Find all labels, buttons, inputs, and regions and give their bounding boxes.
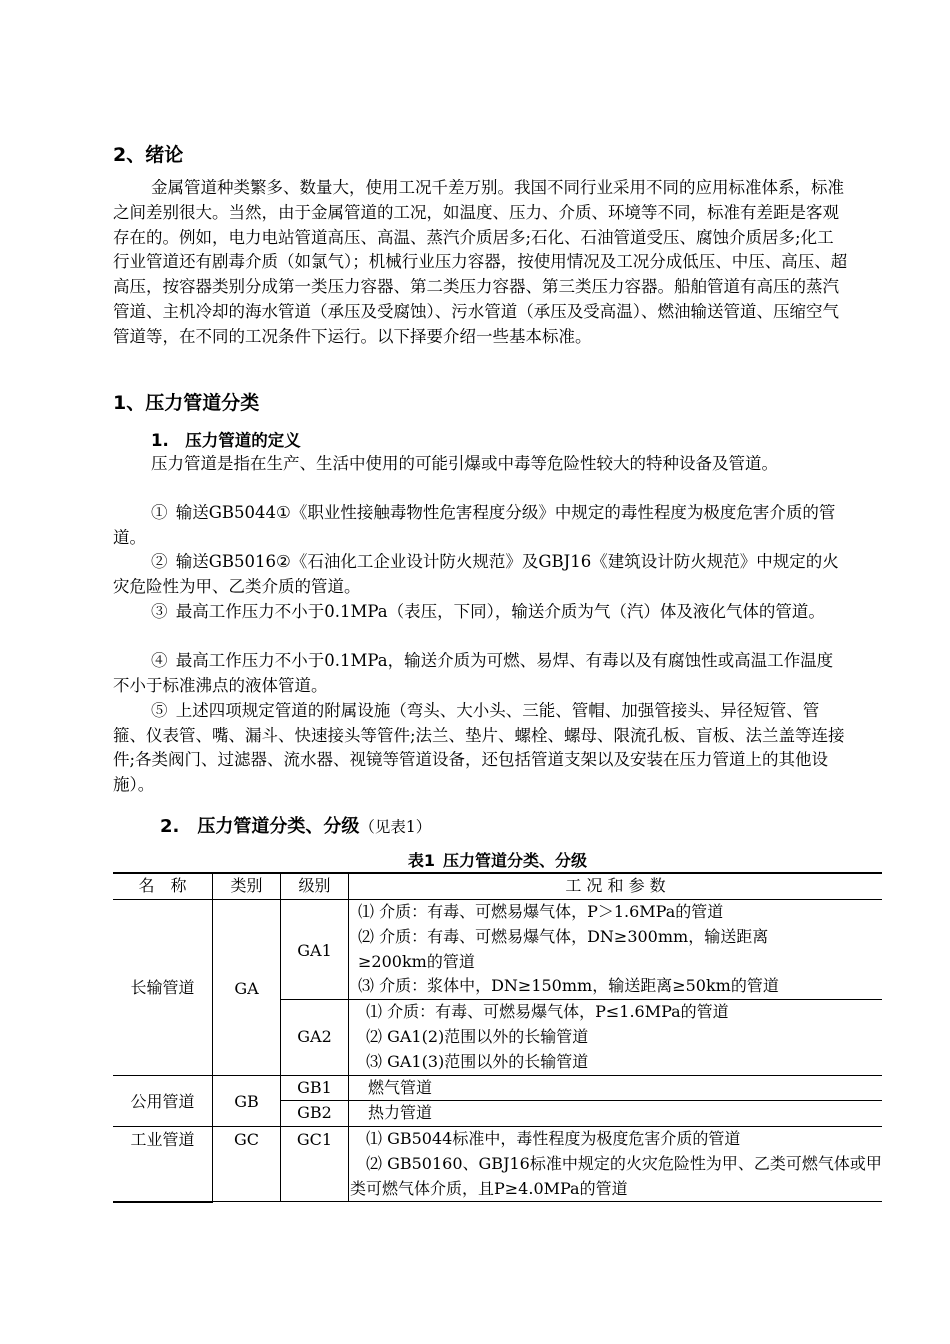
row-category-gc: GC bbox=[233, 1130, 260, 1149]
introduction-paragraph: 金属管道种类繁多、数量大，使用工况千差万别。我国不同行业采用不同的应用标准体系，标准之间差别很大。当然，由于金属管道的工况，如温度、压力、介质、环境等不同，标准有差距是客观存在的。例如，电力电站管道高压、高温、蒸汽介质居多;石化、石油管道受压、腐蚀介质居多;化工行业管道还有剧毒介质（如氯气）；机械行业压力容器，按使用情况及工况分成低压、中压、高压、超高压，按容器类别分成第一类压力容器、第二类压力容器、第三类压力容器。船舶管道有高压的蒸汽管道、主机冷却的海水管道（承压及受腐蚀）、污水管道（承压及受高温）、燃油输送管道、压缩空气管道等，在不同的工况条件下运行。以下择要介绍一些基本标准。 bbox=[113, 178, 848, 346]
table-header-conditions: 工 况 和 参 数 bbox=[565, 876, 666, 895]
table-reference-note: （见表1） bbox=[359, 818, 432, 836]
section-heading-introduction: 2、绪论 bbox=[113, 144, 184, 166]
section-heading-classification: 1、压力管道分类 bbox=[113, 392, 260, 414]
table-col-rule-3 bbox=[348, 873, 349, 1201]
table-header-grade: 级别 bbox=[298, 876, 331, 895]
row-grade-ga1: GA1 bbox=[297, 941, 332, 960]
definition-item-3: ③ 最高工作压力不小于0.1MPa（表压，下同），输送介质为气（汽）体及液化气体的管道。 bbox=[151, 602, 825, 621]
condition-gb2: 热力管道 bbox=[368, 1103, 433, 1122]
condition-ga2-1: ⑴ 介质：有毒、可燃易爆气体，P≤1.6MPa的管道 bbox=[366, 1002, 729, 1021]
condition-ga2-3: ⑶ GA1(3)范围以外的长输管道 bbox=[366, 1051, 589, 1071]
table-caption: 表1 压力管道分类、分级 bbox=[407, 851, 588, 870]
condition-gb1: 燃气管道 bbox=[368, 1078, 433, 1097]
table-header-name: 名 称 bbox=[138, 876, 187, 895]
row-name-long-distance: 长输管道 bbox=[130, 978, 195, 997]
conditions-gc1 bbox=[350, 1127, 882, 1201]
row-grade-gb1: GB1 bbox=[297, 1078, 332, 1097]
definition-item-5: ⑤ 上述四项规定管道的附属设施（弯头、大小头、三能、管帽、加强管接头、异径短管、管箍、仪表管、嘴、漏斗、快速接头等管件;法兰、垫片、螺栓、螺母、限流孔板、盲板、法兰盖等连接件;各类阀门、过滤器、流水器、视镜等管道设备，还包括管道支架以及安装在压力管道上的其他设施）。 bbox=[113, 701, 845, 794]
row-name-public: 公用管道 bbox=[130, 1092, 195, 1111]
conditions-ga1 bbox=[350, 900, 882, 999]
table-bottom-rule-left bbox=[113, 1201, 213, 1203]
condition-ga1-2: ⑵ 介质：有毒、可燃易爆气体，DN≥300mm，输送距离≥200km的管道 bbox=[358, 926, 769, 971]
row-grade-gb2: GB2 bbox=[297, 1103, 332, 1122]
row-category-ga: GA bbox=[234, 979, 259, 998]
row-name-industrial: 工业管道 bbox=[130, 1130, 195, 1149]
definition-item-1: ① 输送GB5044①《职业性接触毒物性危害程度分级》中规定的毒性程度为极度危害介质的管道。 bbox=[113, 503, 836, 547]
definition-item-2: ② 输送GB5016②《石油化工企业设计防火规范》及GBJ16《建筑设计防火规范》中规定的火灾危险性为甲、乙类介质的管道。 bbox=[113, 552, 839, 596]
table-rule-ga-gb bbox=[113, 1075, 882, 1076]
conditions-ga2 bbox=[350, 1000, 882, 1074]
definition-item-4: ④ 最高工作压力不小于0.1MPa，输送介质为可燃、易焊、有毒以及有腐蚀性或高温工作温度不小于标准沸点的液体管道。 bbox=[113, 651, 834, 695]
row-grade-ga2: GA2 bbox=[297, 1027, 332, 1046]
table-header-category: 类别 bbox=[230, 876, 263, 895]
condition-ga1-3: ⑶ 介质：浆体中，DN≥150mm，输送距离≥50km的管道 bbox=[358, 976, 779, 996]
row-grade-gc1: GC1 bbox=[296, 1130, 333, 1149]
subheading-classification-grading bbox=[160, 812, 431, 838]
condition-ga1-1: ⑴ 介质：有毒、可燃易爆气体，P＞1.6MPa的管道 bbox=[358, 902, 724, 921]
table-col-rule-1 bbox=[212, 873, 213, 1203]
condition-ga2-2: ⑵ GA1(2)范围以外的长输管道 bbox=[366, 1026, 589, 1046]
definition-paragraph: 压力管道是指在生产、生活中使用的可能引爆或中毒等危险性较大的特种设备及管道。 bbox=[151, 454, 778, 473]
subheading-classification-text: 2. 压力管道分类、分级 bbox=[160, 816, 360, 837]
subheading-definition: 1. 压力管道的定义 bbox=[151, 431, 301, 450]
condition-gc1-1: ⑴ GB5044标准中，毒性程度为极度危害介质的管道 bbox=[366, 1129, 741, 1148]
condition-gc1-2: ⑵ GB50160、GBJ16标准中规定的火灾危险性为甲、乙类可燃气体或甲类可燃气体介质，且P≥4.0MPa的管道 bbox=[350, 1153, 882, 1198]
row-category-gb: GB bbox=[234, 1092, 259, 1111]
